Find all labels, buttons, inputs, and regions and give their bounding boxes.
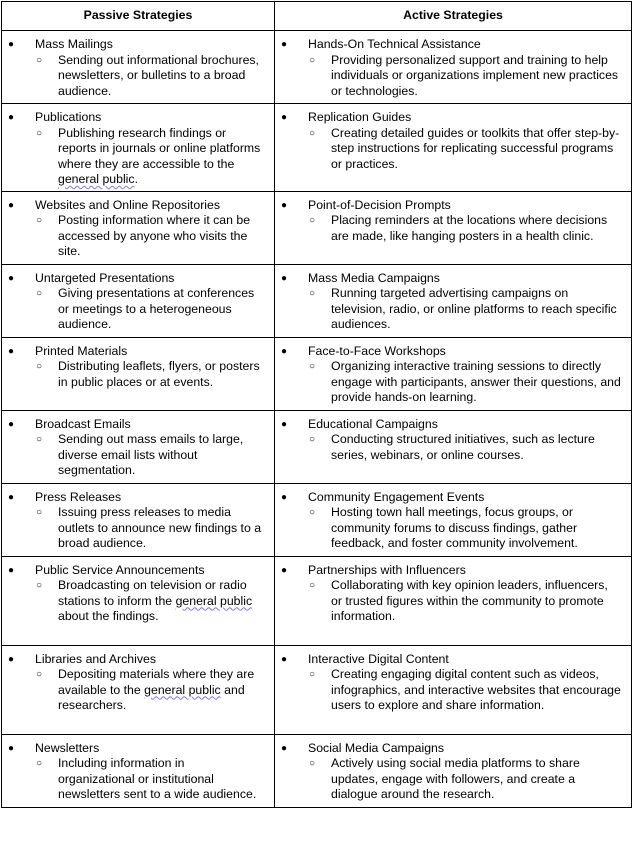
circle-bullet-icon: ○ — [36, 580, 43, 591]
strategy-title: Face-to-Face Workshops — [308, 343, 446, 358]
strategy-item — [279, 198, 627, 214]
bullet-icon: ● — [8, 112, 15, 123]
desc-text: Including information in organizational or institutional newsletters sent to a wide audience. — [58, 756, 257, 801]
strategy-title: Websites and Online Repositories — [35, 197, 221, 212]
desc-text: and researchers. — [58, 682, 245, 712]
strategy-description — [6, 286, 270, 333]
strategy-title: Public Service Announcements — [35, 562, 205, 577]
circle-bullet-icon: ○ — [309, 434, 316, 445]
desc-text: Placing reminders at the locations where decisions are made, like hanging posters in a health clinic. — [331, 213, 608, 243]
strategy-description — [6, 213, 270, 260]
desc-text: Organizing interactive training sessions to directly engage with participants, answer their questions, and provide hands-on learning. — [331, 359, 621, 404]
strategy-item — [279, 652, 627, 668]
strategy-item — [6, 198, 270, 214]
strategy-item — [6, 344, 270, 360]
desc-text: Hosting town hall meetings, focus groups, or community forums to discuss findings, gather feedback, and foster community involvement. — [331, 505, 578, 550]
strategy-title: Mass Mailings — [35, 37, 113, 51]
strategy-description — [279, 359, 627, 406]
circle-bullet-icon: ○ — [36, 288, 43, 299]
strategy-item — [279, 490, 627, 506]
strategy-title: Replication Guides — [308, 110, 412, 124]
strategy-description — [6, 53, 270, 100]
active-cell — [275, 31, 632, 104]
desc-text: about the findings. — [58, 609, 159, 623]
strategy-title: Partnerships with Influencers — [308, 562, 466, 577]
table-row — [2, 104, 632, 192]
desc-text: Collaborating with key opinion leaders, influencers, or trusted figures within the community to promote information. — [331, 578, 608, 623]
bullet-icon: ● — [8, 564, 15, 576]
desc-text: Broadcasting on television or radio stations to inform the — [58, 578, 247, 608]
strategy-item — [6, 490, 270, 506]
passive-cell — [2, 645, 275, 734]
strategy-title: Social Media Campaigns — [308, 740, 445, 755]
desc-text: Running targeted advertising campaigns on television, radio, or online platforms to reach specific audiences. — [331, 286, 617, 331]
strategy-description — [279, 578, 627, 625]
spellcheck-mark: general public — [58, 172, 135, 186]
strategy-title: Press Releases — [35, 489, 122, 504]
bullet-icon: ● — [8, 653, 15, 665]
passive-cell — [2, 31, 275, 104]
strategy-item — [6, 741, 270, 757]
bullet-icon: ● — [281, 39, 288, 50]
passive-cell — [2, 337, 275, 410]
strategy-title: Printed Materials — [35, 343, 128, 358]
bullet-icon: ● — [281, 112, 288, 123]
strategy-title: Publications — [35, 110, 102, 124]
bullet-icon: ● — [8, 418, 15, 430]
strategy-description — [6, 505, 270, 552]
bullet-icon: ● — [281, 199, 288, 211]
circle-bullet-icon: ○ — [309, 288, 316, 299]
circle-bullet-icon: ○ — [36, 507, 43, 518]
passive-cell — [2, 191, 275, 264]
strategy-description — [279, 432, 627, 463]
passive-cell — [2, 410, 275, 483]
strategy-description — [279, 756, 627, 803]
desc-text: Posting information where it can be accessed by anyone who visits the site. — [58, 213, 251, 258]
circle-bullet-icon: ○ — [309, 127, 316, 139]
table-row — [2, 31, 632, 104]
desc-text: Creating detailed guides or toolkits that offer step-by-step instructions for replicating successful programs or practices. — [331, 125, 620, 171]
strategy-item — [279, 271, 627, 287]
active-cell — [275, 483, 632, 556]
strategy-description — [6, 126, 270, 188]
table-row — [2, 410, 632, 483]
desc-text: Actively using social media platforms to share updates, engage with followers, and create a dialogue around the research. — [331, 756, 580, 801]
strategy-description — [279, 213, 627, 244]
strategy-description — [279, 53, 627, 100]
passive-cell — [2, 483, 275, 556]
strategy-title: Untargeted Presentations — [35, 270, 175, 285]
strategy-description — [279, 667, 627, 714]
strategy-item — [6, 271, 270, 287]
table-row — [2, 264, 632, 337]
strategy-description — [6, 359, 270, 390]
strategy-title: Point-of-Decision Prompts — [308, 197, 451, 212]
table-row — [2, 734, 632, 807]
passive-cell — [2, 104, 275, 192]
active-cell — [275, 264, 632, 337]
strategy-item — [6, 563, 270, 579]
circle-bullet-icon: ○ — [309, 215, 316, 226]
strategy-item — [6, 37, 270, 53]
circle-bullet-icon: ○ — [309, 580, 316, 591]
desc-text: Providing personalized support and training to help individuals or organizations implement new practices or technologies. — [331, 52, 619, 98]
desc-text: Creating engaging digital content such as videos, infographics, and interactive websites that encourage users to explore and share information. — [331, 667, 621, 712]
strategy-description — [6, 432, 270, 479]
desc-text: Giving presentations at conferences or meetings to a heterogeneous audience. — [58, 286, 255, 331]
circle-bullet-icon: ○ — [36, 434, 43, 445]
strategy-item — [279, 110, 627, 126]
strategy-item — [279, 417, 627, 433]
passive-cell — [2, 556, 275, 645]
active-cell — [275, 191, 632, 264]
bullet-icon: ● — [281, 491, 288, 503]
active-cell — [275, 337, 632, 410]
strategy-item — [6, 652, 270, 668]
circle-bullet-icon: ○ — [36, 669, 43, 680]
passive-cell — [2, 734, 275, 807]
header-row — [2, 2, 632, 31]
table-row — [2, 645, 632, 734]
bullet-icon: ● — [8, 272, 15, 284]
strategy-description — [279, 505, 627, 552]
table-row — [2, 191, 632, 264]
desc-text: Issuing press releases to media outlets to announce new findings to a broad audience. — [58, 505, 262, 550]
spellcheck-mark: general public — [144, 682, 221, 697]
bullet-icon: ● — [281, 272, 288, 284]
strategy-item — [279, 344, 627, 360]
passive-header: Passive Strategies — [2, 2, 275, 31]
circle-bullet-icon: ○ — [36, 54, 43, 66]
desc-text: Distributing leaflets, flyers, or posters in public places or at events. — [58, 359, 260, 389]
strategy-description — [6, 578, 270, 625]
circle-bullet-icon: ○ — [309, 507, 316, 518]
strategy-description — [279, 126, 627, 173]
strategy-title: Newsletters — [35, 740, 100, 755]
strategy-item — [279, 37, 627, 53]
table-row — [2, 337, 632, 410]
strategy-item — [279, 563, 627, 579]
desc-text: Conducting structured initiatives, such as lecture series, webinars, or online courses. — [331, 432, 595, 462]
circle-bullet-icon: ○ — [36, 361, 43, 372]
circle-bullet-icon: ○ — [36, 758, 43, 769]
active-cell — [275, 556, 632, 645]
desc-text: Sending out mass emails to large, diverse email lists without segmentation. — [58, 432, 244, 477]
bullet-icon: ● — [281, 564, 288, 576]
desc-text: Depositing materials where they are available to the — [58, 667, 255, 697]
bullet-icon: ● — [281, 742, 288, 754]
strategy-item — [6, 417, 270, 433]
strategy-title: Educational Campaigns — [308, 416, 438, 431]
active-cell — [275, 734, 632, 807]
circle-bullet-icon: ○ — [309, 361, 316, 372]
bullet-icon: ● — [8, 199, 15, 211]
bullet-icon: ● — [281, 345, 288, 357]
desc-text: . — [134, 172, 138, 186]
active-cell — [275, 410, 632, 483]
desc-text: Publishing research findings or reports in journals or online platforms where they are accessible to the — [58, 125, 261, 171]
strategy-title: Hands-On Technical Assistance — [308, 37, 481, 51]
strategy-title: Libraries and Archives — [35, 651, 156, 666]
bullet-icon: ● — [281, 653, 288, 665]
active-header: Active Strategies — [275, 2, 632, 31]
strategy-item — [6, 110, 270, 126]
circle-bullet-icon: ○ — [309, 669, 316, 680]
bullet-icon: ● — [8, 39, 15, 50]
table-row — [2, 483, 632, 556]
strategy-title: Mass Media Campaigns — [308, 270, 440, 285]
bullet-icon: ● — [281, 418, 288, 430]
strategies-table — [1, 1, 632, 808]
spellcheck-mark: general public — [175, 593, 253, 608]
circle-bullet-icon: ○ — [36, 127, 43, 139]
strategy-description — [279, 286, 627, 333]
table-row — [2, 556, 632, 645]
bullet-icon: ● — [8, 491, 15, 503]
passive-cell — [2, 264, 275, 337]
bullet-icon: ● — [8, 742, 15, 754]
active-cell — [275, 645, 632, 734]
active-cell — [275, 104, 632, 192]
strategy-title: Broadcast Emails — [35, 416, 131, 431]
circle-bullet-icon: ○ — [36, 215, 43, 226]
desc-text: Sending out informational brochures, newsletters, or bulletins to a broad audience. — [58, 52, 259, 98]
bullet-icon: ● — [8, 345, 15, 357]
circle-bullet-icon: ○ — [309, 54, 316, 66]
strategy-item — [279, 741, 627, 757]
strategy-title: Interactive Digital Content — [308, 651, 449, 666]
strategy-title: Community Engagement Events — [308, 489, 485, 504]
strategy-description — [6, 667, 270, 714]
strategy-description — [6, 756, 270, 803]
circle-bullet-icon: ○ — [309, 758, 316, 769]
